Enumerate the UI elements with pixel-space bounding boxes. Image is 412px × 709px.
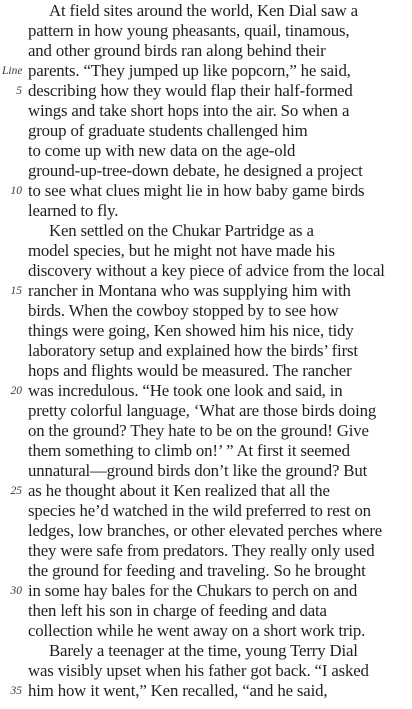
line-number: 25 [10, 485, 22, 497]
passage-line [0, 321, 412, 341]
line-number: 20 [10, 385, 22, 397]
passage-line [0, 41, 412, 61]
line-number: 15 [10, 285, 22, 297]
line-text: pretty colorful language, ‘What are those birds doing [28, 401, 377, 420]
line-text: was visibly upset when his father got back. “I asked [28, 661, 369, 680]
line-text: At field sites around the world, Ken Dial saw a [49, 1, 358, 20]
line-text: to come up with new data on the age-old [28, 141, 296, 160]
line-text: ground-up-tree-down debate, he designed a project [28, 161, 363, 180]
line-text: him how it went,” Ken recalled, “and he said, [28, 681, 328, 700]
line-number: 35 [10, 685, 22, 697]
passage-line [0, 301, 412, 321]
passage-line [0, 561, 412, 581]
line-number: 30 [10, 585, 22, 597]
passage-line [0, 361, 412, 381]
line-number: 10 [10, 185, 22, 197]
line-text: species he’d watched in the wild preferred to rest on [28, 501, 371, 520]
line-label: Line [2, 65, 23, 77]
line-text: was incredulous. “He took one look and said, in [28, 381, 343, 400]
line-text: the ground for feeding and traveling. So he brought [28, 561, 366, 580]
passage-line [0, 541, 412, 561]
line-text: Ken settled on the Chukar Partridge as a [49, 221, 314, 240]
line-text: they were safe from predators. They really only used [28, 541, 375, 560]
line-text: laboratory setup and explained how the birds’ first [28, 341, 358, 360]
line-text: them something to climb on!’ ” At first it seemed [28, 441, 350, 460]
line-text: parents. “They jumped up like popcorn,” he said, [28, 61, 351, 80]
passage-line [0, 261, 412, 281]
passage-line [0, 341, 412, 361]
passage-line [0, 601, 412, 621]
passage-line [0, 681, 412, 701]
line-text: hops and flights would be measured. The rancher [28, 361, 352, 380]
passage-line [0, 401, 412, 421]
line-text: model species, but he might not have made his [28, 241, 335, 260]
passage-line [0, 241, 412, 261]
line-text: describing how they would flap their half-formed [28, 81, 353, 100]
passage-line [0, 381, 412, 401]
line-text: as he thought about it Ken realized that all the [28, 481, 330, 500]
passage-line [0, 21, 412, 41]
line-text: Barely a teenager at the time, young Terry Dial [49, 641, 358, 660]
line-text: on the ground? They hate to be on the ground! Give [28, 421, 369, 440]
line-text: rancher in Montana who was supplying him with [28, 281, 351, 300]
line-text: discovery without a key piece of advice from the local [28, 261, 385, 280]
passage-line [0, 81, 412, 101]
line-text: in some hay bales for the Chukars to perch on and [28, 581, 358, 600]
line-text: unnatural—ground birds don’t like the ground? But [28, 461, 368, 480]
passage-line [0, 281, 412, 301]
line-text: ledges, low branches, or other elevated perches where [28, 521, 383, 540]
line-text: collection while he went away on a short work trip. [28, 621, 366, 640]
line-number: 5 [16, 85, 22, 97]
line-text: wings and take short hops into the air. So when a [28, 101, 350, 120]
passage-line [0, 181, 412, 201]
passage-line [0, 61, 412, 81]
passage-line [0, 161, 412, 181]
line-text: pattern in how young pheasants, quail, tinamous, [28, 21, 350, 40]
passage-line [0, 581, 412, 601]
passage-line [0, 121, 412, 141]
passage-line [0, 1, 412, 21]
passage-line [0, 621, 412, 641]
passage-line [0, 521, 412, 541]
line-text: group of graduate students challenged him [28, 121, 308, 140]
passage-line [0, 101, 412, 121]
passage-line [0, 661, 412, 681]
passage-line [0, 501, 412, 521]
line-text: learned to fly. [28, 201, 119, 220]
passage-line [0, 141, 412, 161]
passage-line [0, 481, 412, 501]
passage-line [0, 441, 412, 461]
passage-line [0, 641, 412, 661]
line-text: then left his son in charge of feeding and data [28, 601, 327, 620]
passage-line [0, 221, 412, 241]
line-text: to see what clues might lie in how baby game birds [28, 181, 365, 200]
passage-line [0, 421, 412, 441]
line-text: birds. When the cowboy stopped by to see how [28, 301, 339, 320]
line-text: things were going, Ken showed him his nice, tidy [28, 321, 354, 340]
passage-line [0, 461, 412, 481]
passage-line [0, 201, 412, 221]
line-text: and other ground birds ran along behind their [28, 41, 326, 60]
